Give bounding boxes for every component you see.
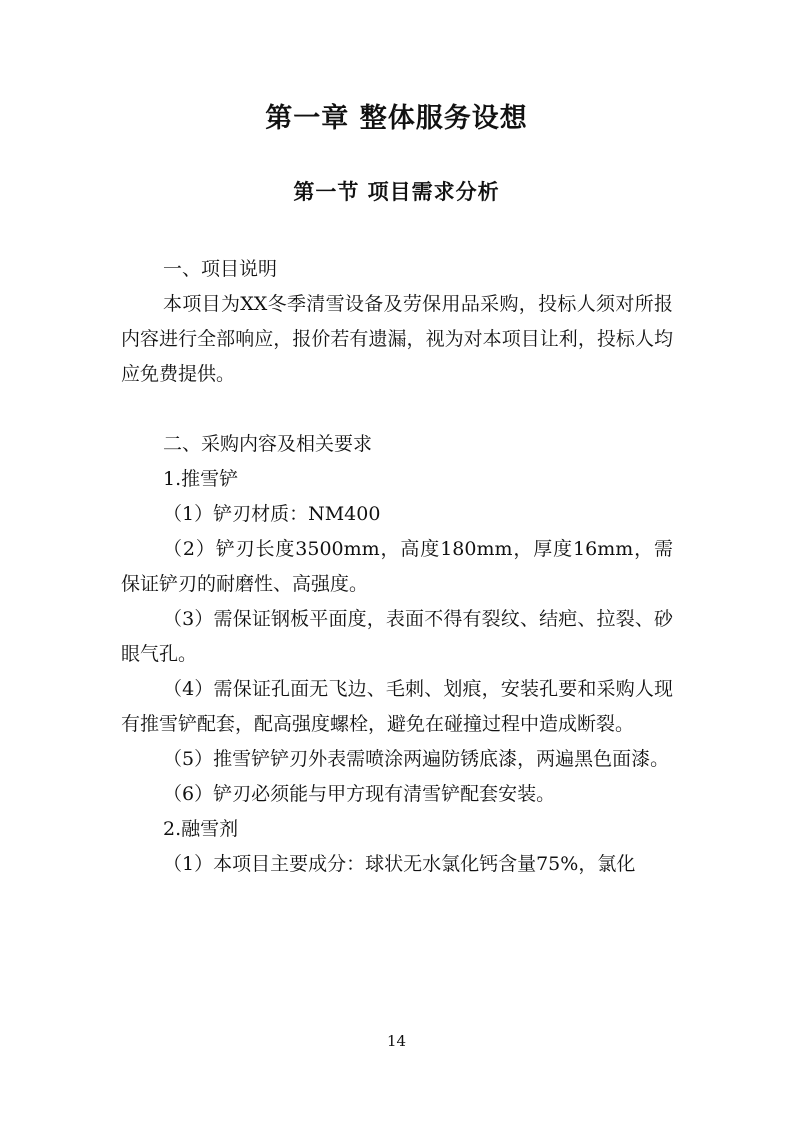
paragraph: （6）铲刃必须能与甲方现有清雪铲配套安装。	[163, 783, 556, 805]
paragraph: （4）需保证孔面无飞边、毛刺、划痕，安装孔要和采购人现有推雪铲配套，配高强度螺栓，避免在碰撞过程中造成断裂。	[121, 678, 673, 735]
chapter-title: 第一章 整体服务设想	[265, 103, 528, 134]
paragraph: （1）铲刃材质：NM400	[163, 503, 381, 525]
paragraph: 一、项目说明	[163, 258, 278, 280]
paragraph: （2）铲刃长度3500mm，高度180mm，厚度16mm，需保证铲刃的耐磨性、高强度。	[121, 538, 673, 595]
blank-line	[121, 392, 673, 427]
section-title: 第一节 项目需求分析	[293, 180, 500, 204]
paragraph: （5）推雪铲铲刃外表需喷涂两遍防锈底漆，两遍黑色面漆。	[163, 748, 670, 770]
paragraph: 二、采购内容及相关要求	[163, 433, 373, 455]
page-number: 14	[386, 1032, 407, 1050]
paragraph: 2.融雪剂	[163, 818, 239, 840]
body-text	[121, 252, 673, 882]
paragraph: （1）本项目主要成分：球状无水氯化钙含量75%，氯化	[163, 853, 636, 875]
paragraph: 本项目为XX冬季清雪设备及劳保用品采购，投标人须对所报内容进行全部响应，报价若有遗漏，视为对本项目让利，投标人均应免费提供。	[121, 293, 673, 385]
paragraph: （3）需保证钢板平面度，表面不得有裂纹、结疤、拉裂、砂眼气孔。	[121, 608, 673, 665]
paragraph: 1.推雪铲	[163, 468, 239, 490]
